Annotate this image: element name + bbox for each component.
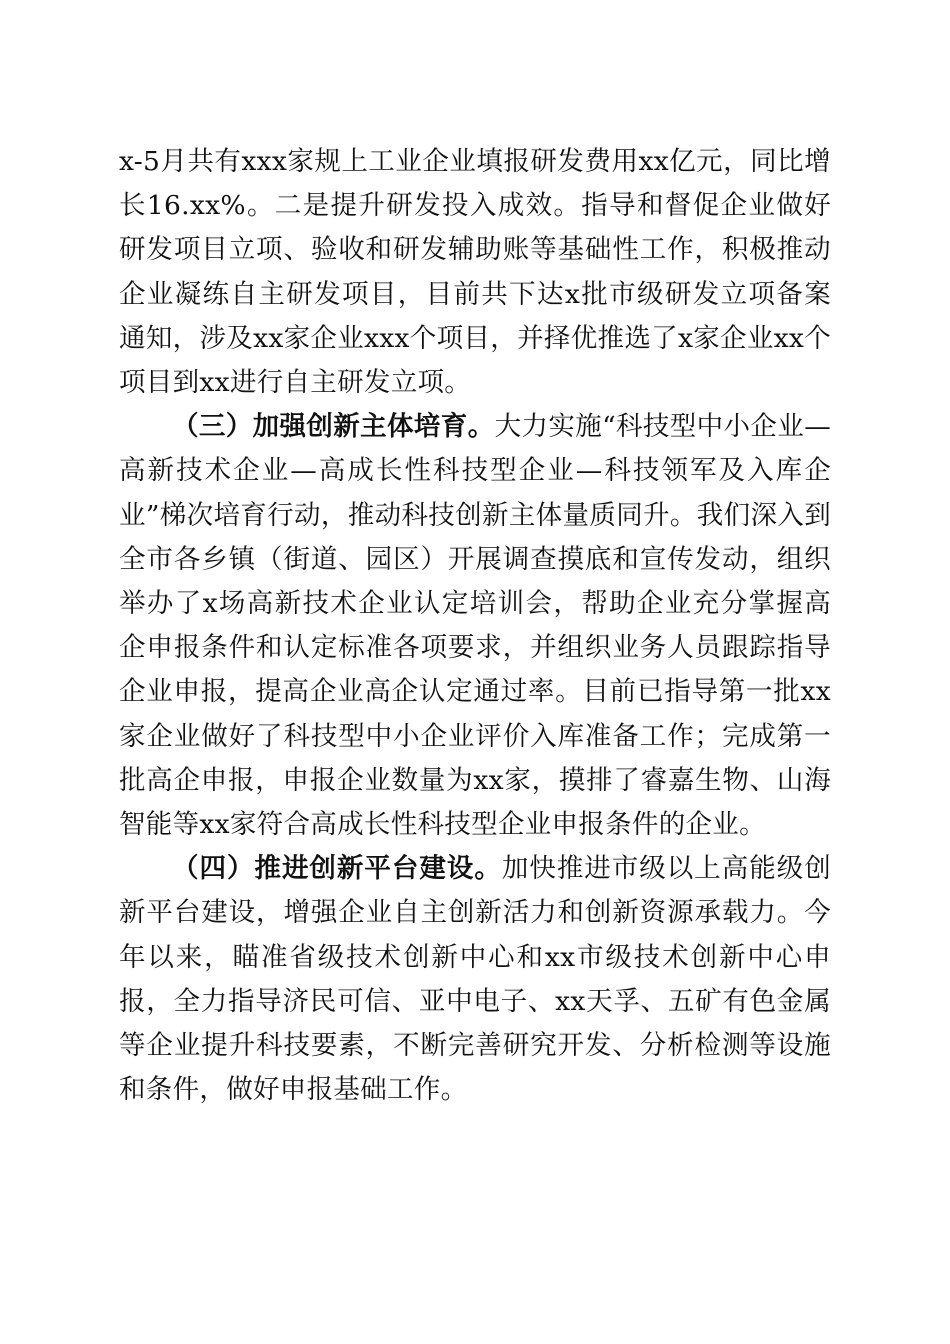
paragraph-innovation-entity (119, 405, 831, 847)
section-heading-four: （四）推进创新平台建设。 (172, 853, 502, 885)
paragraph-continued (119, 140, 831, 405)
paragraph-body: 加快推进市级以上高能级创新平台建设，增强企业自主创新活力和创新资源承载力。今年以来，瞄准省级技术创新中心和xx市级技术创新中心申报，全力指导济民可信、亚中电子、xx天孚、五矿有色金属等企业提升科技要素，不断完善研究开发、分析检测等设施和条件，做好申报基础工作。 (119, 853, 831, 1106)
section-heading-three: （三）加强创新主体培育。 (172, 411, 495, 443)
document-body (119, 140, 831, 1112)
paragraph-body: 大力实施“科技型中小企业—高新技术企业—高成长性科技型企业—科技领军及入库企业”梯次培育行动，推动科技创新主体量质同升。我们深入到全市各乡镇（街道、园区）开展调查摸底和宣传发动，组织举办了x场高新技术企业认定培训会，帮助企业充分掌握高企申报条件和认定标准各项要求，并组织业务人员跟踪指导企业申报，提高企业高企认定通过率。目前已指导第一批xx家企业做好了科技型中小企业评价入库准备工作；完成第一批高企申报，申报企业数量为xx家，摸排了睿嘉生物、山海智能等xx家符合高成长性科技型企业申报条件的企业。 (119, 411, 831, 841)
paragraph-body: x-5月共有xxx家规上工业企业填报研发费用xx亿元，同比增长16.xx%。二是提升研发投入成效。指导和督促企业做好研发项目立项、验收和研发辅助账等基础性工作，积极推动企业凝练自主研发项目，目前共下达x批市级研发立项备案通知，涉及xx家企业xxx个项目，并择优推选了x家企业xx个项目到xx进行自主研发立项。 (119, 146, 831, 399)
paragraph-innovation-platform (119, 847, 831, 1112)
